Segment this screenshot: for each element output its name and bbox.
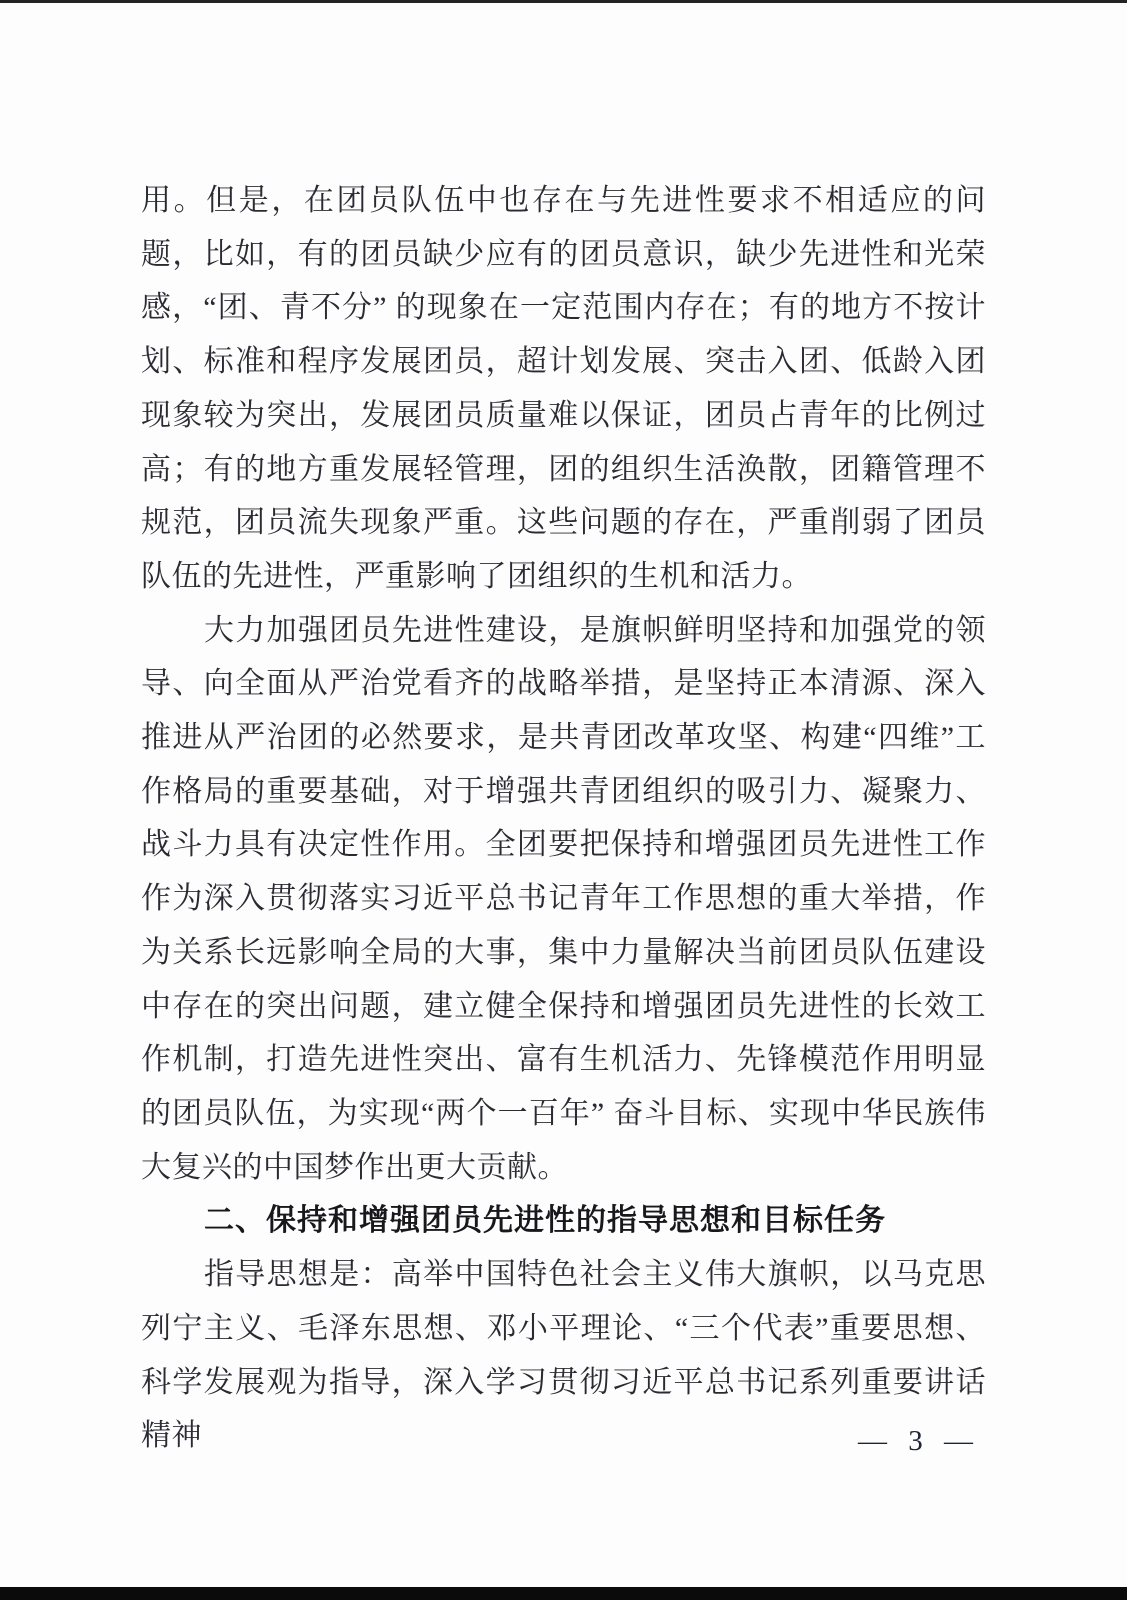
paragraph-strengthen-league-members: 大力加强团员先进性建设，是旗帜鲜明坚持和加强党的领导、向全面从严治党看齐的战略举措，是坚持正本清源、深入推进从严治团的必然要求，是共青团改革攻坚、构建“四维”工作格局的重要基础，对于增强共青团组织的吸引力、凝聚力、战斗力具有决定性作用。全团要把保持和增强团员先进性工作作为深入贯彻落实习近平总书记青年工作思想的重大举措，作为关系长远影响全局的大事，集中力量解决当前团员队伍建设中存在的突出问题，建立健全保持和增强团员先进性的长效工作机制，打造先进性突出、富有生机活力、先锋模范作用明显的团员队伍，为实现“两个一百年” 奋斗目标、实现中华民族伟大复兴的中国梦作出更大贡献。 — [141, 613, 986, 1184]
paragraph-guiding-ideology: 指导思想是：高举中国特色社会主义伟大旗帜，以马克思列宁主义、毛泽东思想、邓小平理论、“三个代表”重要思想、科学发展观为指导，深入学习贯彻习近平总书记系列重要讲话精神 — [141, 1258, 986, 1453]
section-heading: 二、保持和增强团员先进性的指导思想和目标任务 — [204, 1204, 886, 1238]
page-bottom-bar — [0, 1587, 1127, 1600]
page-number: — 3 — — [858, 1425, 980, 1457]
document-body — [141, 174, 986, 1463]
paragraph-continuation: 用。但是，在团员队伍中也存在与先进性要求不相适应的问题，比如，有的团员缺少应有的团员意识，缺少先进性和光荣感，“团、青不分” 的现象在一定范围内存在；有的地方不按计划、标准和程序发展团员，超计划发展、突击入团、低龄入团现象较为突出，发展团员质量难以保证，团员占青年的比例过高；有的地方重发展轻管理，团的组织生活涣散，团籍管理不规范，团员流失现象严重。这些问题的存在，严重削弱了团员队伍的先进性，严重影响了团组织的生机和活力。 — [141, 184, 986, 593]
page-top-rule — [0, 0, 1127, 3]
